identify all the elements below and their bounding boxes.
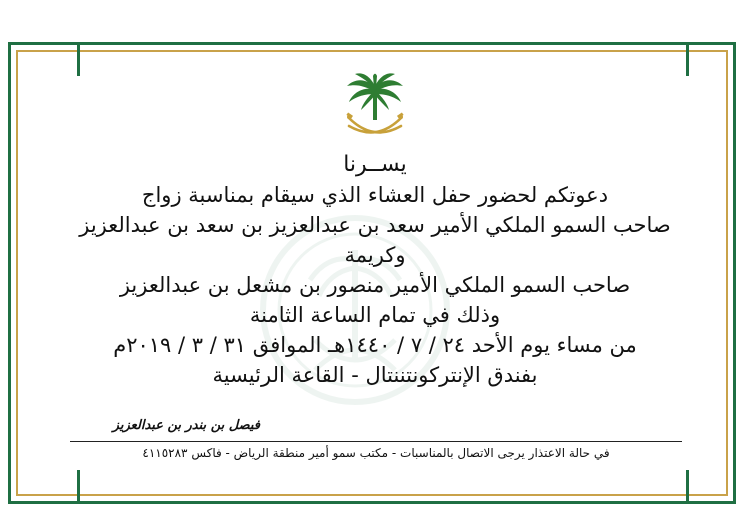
invitation-line-2: صاحب السمو الملكي الأمير سعد بن عبدالعزيز بن سعد بن عبدالعزيز xyxy=(79,213,671,237)
palm-swords-emblem-icon xyxy=(343,72,407,144)
invitation-line-4: صاحب السمو الملكي الأمير منصور بن مشعل بن عبدالعزيز xyxy=(119,273,631,297)
footer-divider xyxy=(70,441,682,442)
footer-rsvp-note: في حالة الاعتذار يرجى الاتصال بالمناسبات - مكتب سمو أمير منطقة الرياض - فاكس ٤١١٥٢٨٣ xyxy=(142,446,610,460)
invitation-line-1: دعوتكم لحضور حفل العشاء الذي سيقام بمناسبة زواج xyxy=(141,183,609,207)
invitation-line-5: وذلك في تمام الساعة الثامنة xyxy=(249,303,501,327)
invitation-title: يســرنا xyxy=(343,152,407,177)
frame-corner-bottom-left xyxy=(40,470,80,504)
signature-name: فيصل بن بندر بن عبدالعزيز xyxy=(112,418,260,433)
frame-corner-bottom-right xyxy=(686,470,726,504)
invitation-body xyxy=(40,150,710,390)
frame-corner-top-left xyxy=(40,42,80,76)
invitation-line-6: من مساء يوم الأحد ٢٤ / ٧ / ١٤٤٠هـ الموافق ٣١ / ٣ / ٢٠١٩م xyxy=(113,333,637,357)
invitation-line-3: وكريمة xyxy=(344,243,406,267)
frame-corner-top-right xyxy=(686,42,726,76)
invitation-line-7: بفندق الإنتركونتننتال - القاعة الرئيسية xyxy=(212,363,538,387)
